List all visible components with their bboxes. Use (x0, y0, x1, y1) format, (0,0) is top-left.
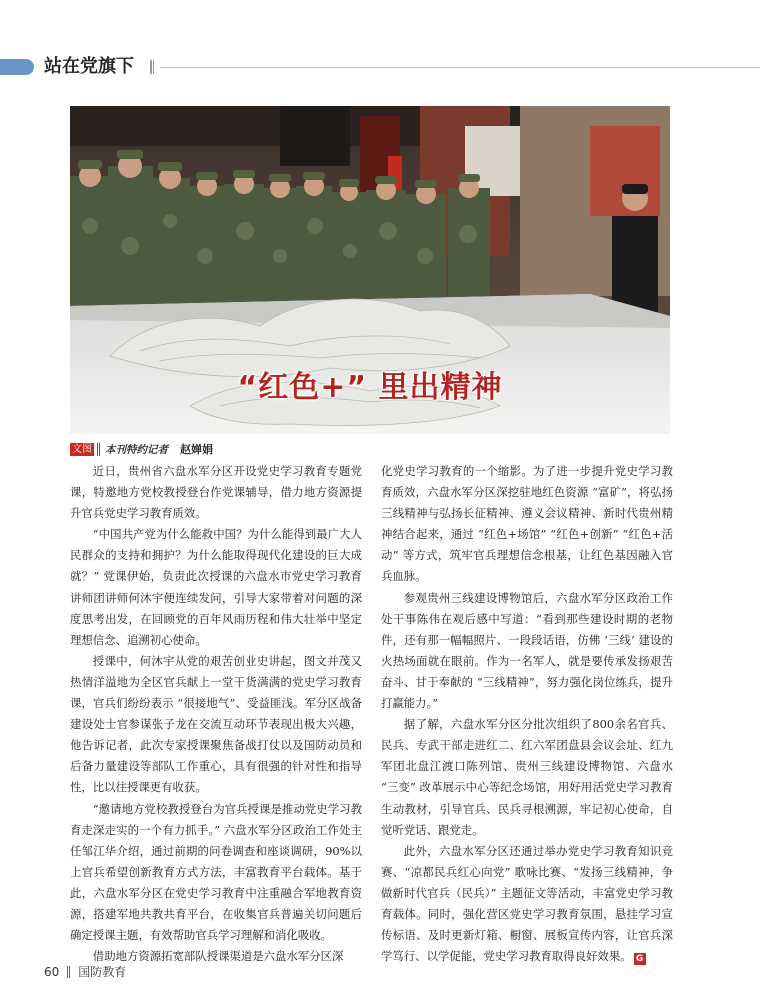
article-column-left (70, 461, 362, 967)
paragraph: “中国共产党为什么能救中国？为什么能得到最广大人民群众的支持和拥护？为什么能取得现代化建设的巨大成就？” 党课伊始，负责此次授课的六盘水市党史学习教育讲师团讲师何沐宇便连续发问，引导大家带着对问题的深度思考出发，在回顾党的百年风雨历程和伟大壮举中坚定理想信念、追溯初心使命。 (70, 527, 362, 647)
byline-role: 本刊特约记者 (105, 443, 168, 456)
article-photo (70, 106, 670, 434)
paragraph: 授课中，何沐宇从党的艰苦创业史讲起，图文并茂又热情洋溢地为全区官兵献上一堂干货满满的党史学习教育课，官兵们纷纷表示 “很接地气”、受益匪浅。军分区战备建设处士官参谋张子龙在交流互动环节表现出极大兴趣，他告诉记者，此次专家授课聚焦备战打仗以及国防动员和后备力量建设等部队工作重心，具有很强的针对性和指导性，比以往授课更有收获。 (70, 653, 362, 795)
paragraph (381, 841, 673, 968)
section-divider-bars (150, 60, 154, 74)
paragraph: 借助地方资源拓宽部队授课渠道是六盘水军分区深 (92, 949, 344, 964)
article-headline: “红色+” 里出精神 (237, 370, 503, 405)
byline-divider (97, 443, 100, 456)
article-column-right (381, 461, 673, 967)
paragraph: “邀请地方党校教授登台为官兵授课是推动党史学习教育走深走实的一个有力抓手。” 六盘水军分区政治工作处主任邹江华介绍，通过前期的问卷调查和座谈调研，90%以上官兵希望创新教育方式方法，丰富教育平台载体。基于此，六盘水军分区在党史学习教育中注重融合军地教育资源，搭建军地共教共育平台，在收集官兵普遍关切问题后确定授课主题，有效帮助官兵学习理解和消化吸收。 (70, 801, 362, 943)
page-footer (44, 963, 126, 980)
section-rule (160, 67, 760, 68)
section-header (0, 57, 760, 79)
paragraph-continued: 化党史学习教育的一个缩影。为了进一步提升党史学习教育质效，六盘水军分区深挖驻地红色资源 “富矿”，将弘扬三线精神与弘扬长征精神、遵义会议精神、新时代贵州精神结合起来，通过 “红色+场馆” “红色+创新” “红色+活动” 等方式，筑牢官兵理想信念根基，让红色基因融入官兵血脉。 (381, 464, 673, 584)
paragraph: 据了解，六盘水军分区分批次组织了800余名官兵、民兵、专武干部走进红二、红六军团盘县会议会址、红九军团北盘江渡口陈列馆、贵州三线建设博物馆、六盘水 “三变” 改革展示中心等纪念场馆，用好用活党史学习教育生动教材，引导官兵、民兵寻根溯源，牢记初心使命，自觉听党话、跟党走。 (381, 717, 673, 837)
section-marker (0, 59, 34, 75)
paragraph: 参观贵州三线建设博物馆后，六盘水军分区政治工作处干事陈伟在观后感中写道：“看到那些建设时期的老物件，还有那一幅幅照片、一段段话语，仿佛 ‘三线’ 建设的火热场面就在眼前。作为一名军人，就是要传承发扬艰苦奋斗、甘于奉献的 “三线精神”，努力强化岗位练兵，提升打赢能力。” (381, 590, 673, 711)
byline (70, 442, 213, 456)
footer-divider (67, 966, 70, 978)
magazine-name: 国防教育 (78, 965, 127, 979)
end-mark: G (634, 953, 646, 965)
byline-author: 赵婵娟 (180, 443, 213, 456)
paragraph: 近日，贵州省六盘水军分区开设党史学习教育专题党课，特邀地方党校教授登台作党课辅导，借力地方资源提升官兵党史学习教育质效。 (70, 464, 362, 521)
byline-tag: 文图 (72, 443, 92, 455)
page-number: 60 (44, 964, 60, 979)
paragraph-text: 此外，六盘水军分区还通过举办党史学习教育知识竞赛、“凉都民兵红心向党” 歌咏比赛、“发扬三线精神，争做新时代官兵（民兵）” 主题征文等活动，丰富党史学习教育载体。同时，强化营区党史学习教育氛围，悬挂学习宣传标语、及时更新灯箱、橱窗、展板宣传内容，让官兵深学笃行、以学促能，党史学习教育取得良好效果。 (381, 843, 673, 964)
section-title: 站在党旗下 (44, 56, 134, 77)
